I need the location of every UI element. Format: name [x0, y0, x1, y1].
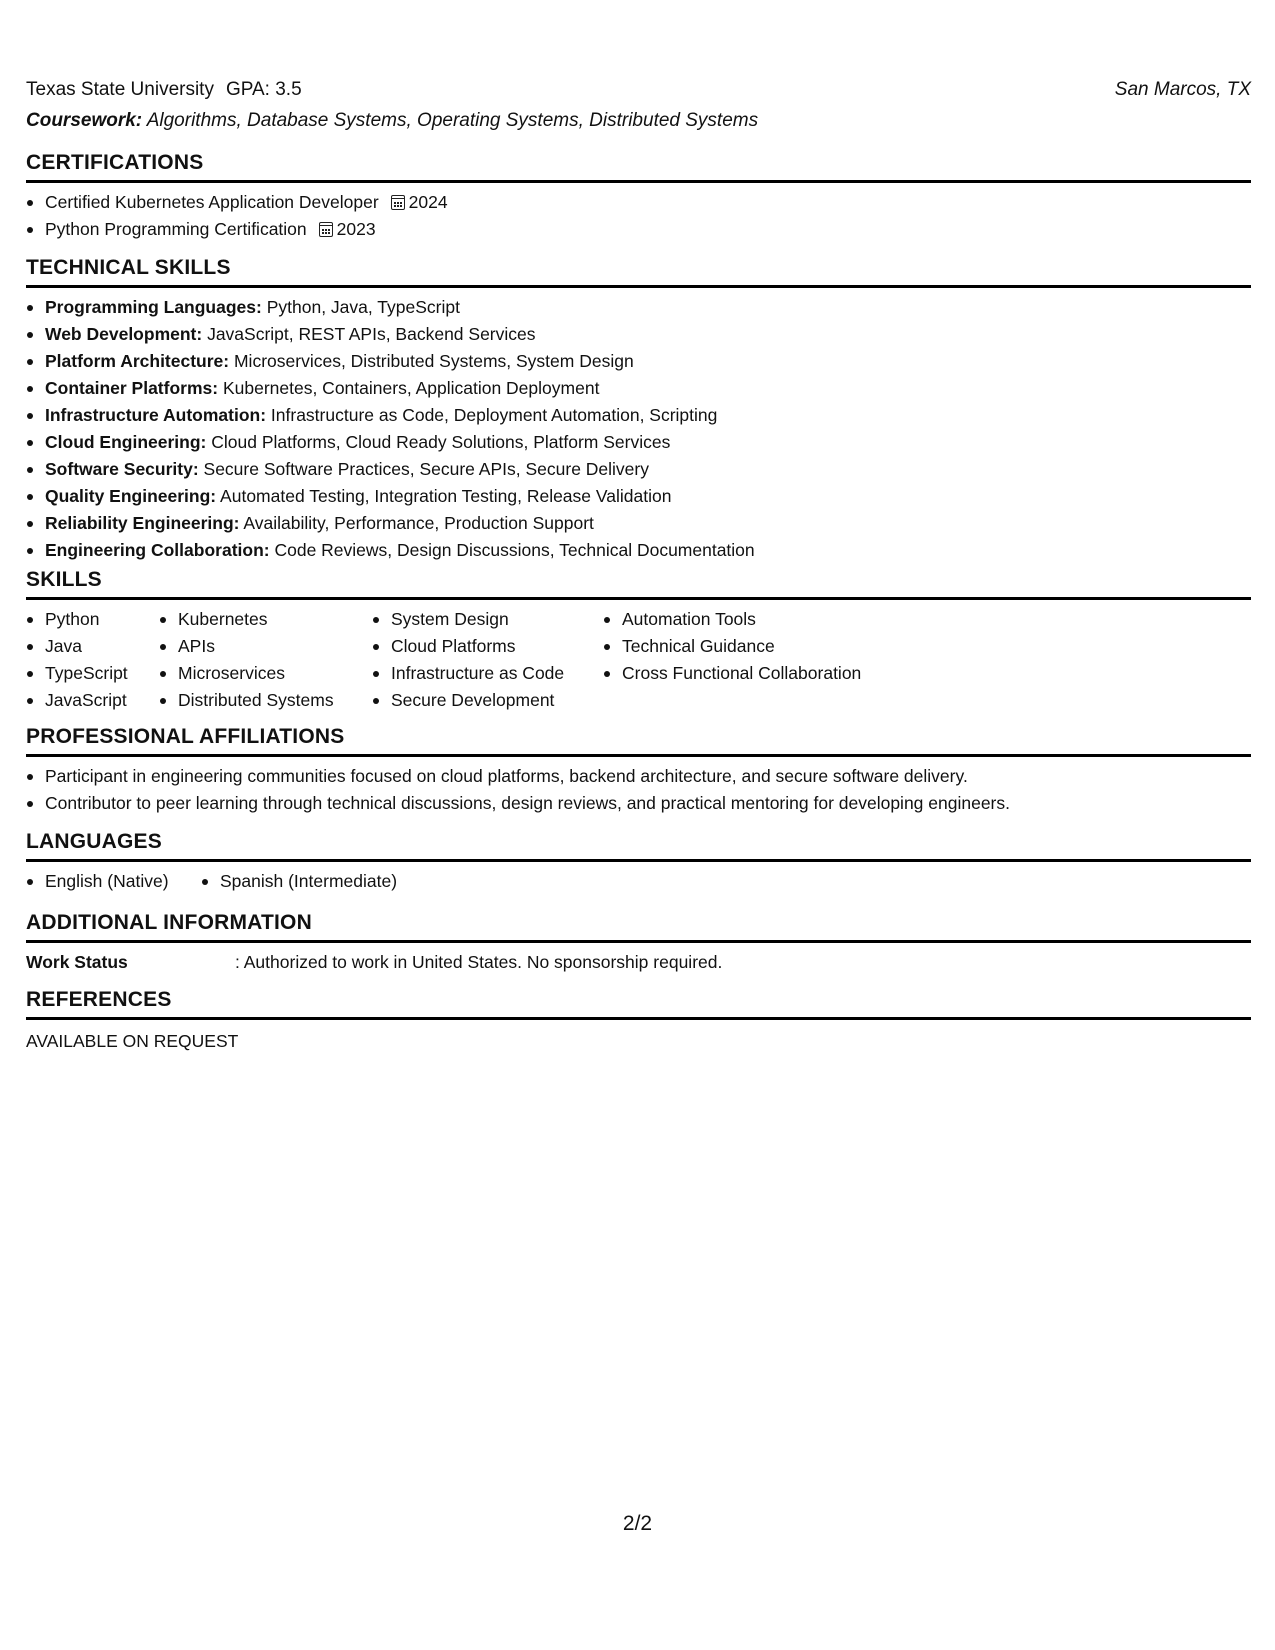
certification-name: Python Programming Certification: [45, 219, 307, 239]
list-item: [26, 216, 1251, 243]
skill-category: Quality Engineering:: [45, 486, 217, 506]
section-title: SKILLS: [26, 568, 102, 591]
skill-values: Infrastructure as Code, Deployment Automation, Scripting: [270, 405, 718, 425]
skill-values: Microservices, Distributed Systems, System Design: [233, 351, 634, 371]
skill-category: Engineering Collaboration:: [45, 540, 270, 560]
section-title: ADDITIONAL INFORMATION: [26, 911, 312, 934]
list-item: Cloud Platforms: [372, 633, 564, 660]
work-status-label: Work Status: [26, 952, 128, 972]
skill-values: Automated Testing, Integration Testing, Release Validation: [220, 486, 672, 506]
list-item: [26, 429, 1251, 456]
section-title: REFERENCES: [26, 988, 172, 1011]
skills-column: [159, 606, 334, 714]
list-item: [26, 537, 1251, 564]
education-entry: [26, 79, 302, 101]
skill-category: Web Development:: [45, 324, 203, 344]
language-item: English (Native): [26, 868, 169, 895]
school-name: Texas State University: [26, 79, 214, 100]
section-title: PROFESSIONAL AFFILIATIONS: [26, 725, 345, 748]
list-item: APIs: [159, 633, 334, 660]
section-divider: [26, 754, 1251, 757]
list-item: Contributor to peer learning through technical discussions, design reviews, and practical mentoring for developing engineers.: [26, 790, 1251, 817]
skill-values: Kubernetes, Containers, Application Deployment: [222, 378, 600, 398]
languages-section: [26, 827, 1251, 895]
skills-section: [26, 565, 1251, 718]
coursework-list: Algorithms, Database Systems, Operating Systems, Distributed Systems: [146, 110, 759, 131]
list-item: [26, 189, 1251, 216]
skills-grid: [26, 606, 1251, 718]
section-title: TECHNICAL SKILLS: [26, 256, 231, 279]
certification-name: Certified Kubernetes Application Developer: [45, 192, 379, 212]
list-item: JavaScript: [26, 687, 128, 714]
languages-list: [26, 868, 1251, 895]
list-item: Kubernetes: [159, 606, 334, 633]
affiliations-section: [26, 722, 1251, 817]
skills-column: [372, 606, 564, 714]
gpa: GPA: 3.5: [225, 79, 302, 100]
section-divider: [26, 1017, 1251, 1020]
section-title: LANGUAGES: [26, 830, 162, 853]
skill-category: Infrastructure Automation:: [45, 405, 267, 425]
skill-values: Secure Software Practices, Secure APIs, Secure Delivery: [203, 459, 649, 479]
list-item: Technical Guidance: [603, 633, 861, 660]
technical-skills-list: [26, 294, 1251, 564]
calendar-icon: [319, 222, 333, 237]
skill-category: Programming Languages:: [45, 297, 262, 317]
language-item: Spanish (Intermediate): [201, 868, 397, 895]
certification-year: 2024: [408, 192, 448, 212]
list-item: System Design: [372, 606, 564, 633]
skill-values: JavaScript, REST APIs, Backend Services: [207, 324, 536, 344]
section-divider: [26, 285, 1251, 288]
list-item: [26, 483, 1251, 510]
skill-values: Cloud Platforms, Cloud Ready Solutions, Platform Services: [211, 432, 671, 452]
affiliations-list: [26, 763, 1251, 817]
coursework-label: Coursework:: [26, 110, 143, 131]
certification-year: 2023: [336, 219, 376, 239]
certifications-section: [26, 148, 1251, 243]
section-divider: [26, 180, 1251, 183]
list-item: [26, 456, 1251, 483]
skill-category: Cloud Engineering:: [45, 432, 207, 452]
coursework: [26, 110, 758, 132]
skill-category: Platform Architecture:: [45, 351, 230, 371]
list-item: Secure Development: [372, 687, 564, 714]
skill-category: Container Platforms:: [45, 378, 219, 398]
skills-column: [603, 606, 861, 687]
school-location: San Marcos, TX: [1114, 79, 1251, 100]
list-item: Distributed Systems: [159, 687, 334, 714]
section-divider: [26, 859, 1251, 862]
section-divider: [26, 597, 1251, 600]
skill-category: Reliability Engineering:: [45, 513, 240, 533]
skills-column: [26, 606, 128, 714]
page-number: 2/2: [622, 1512, 653, 1535]
list-item: [26, 294, 1251, 321]
work-status-row: [26, 949, 1251, 976]
list-item: [26, 402, 1251, 429]
list-item: Participant in engineering communities focused on cloud platforms, backend architecture, and secure software delivery.: [26, 763, 1251, 790]
skill-values: Python, Java, TypeScript: [266, 297, 460, 317]
section-title: CERTIFICATIONS: [26, 151, 204, 174]
skill-values: Code Reviews, Design Discussions, Technical Documentation: [274, 540, 755, 560]
skill-category: Software Security:: [45, 459, 199, 479]
list-item: Infrastructure as Code: [372, 660, 564, 687]
references-text: AVAILABLE ON REQUEST: [26, 1031, 239, 1051]
calendar-icon: [391, 195, 405, 210]
list-item: Cross Functional Collaboration: [603, 660, 861, 687]
list-item: [26, 510, 1251, 537]
technical-skills-section: [26, 253, 1251, 564]
list-item: Java: [26, 633, 128, 660]
list-item: TypeScript: [26, 660, 128, 687]
additional-info-section: [26, 908, 1251, 976]
list-item: Automation Tools: [603, 606, 861, 633]
section-divider: [26, 940, 1251, 943]
list-item: [26, 321, 1251, 348]
certifications-list: [26, 189, 1251, 243]
list-item: Microservices: [159, 660, 334, 687]
skill-values: Availability, Performance, Production Support: [243, 513, 594, 533]
list-item: [26, 348, 1251, 375]
education-row: [26, 79, 1251, 107]
references-section: [26, 985, 1251, 1055]
work-status-value: : Authorized to work in United States. No sponsorship required.: [235, 952, 723, 972]
list-item: [26, 375, 1251, 402]
list-item: Python: [26, 606, 128, 633]
